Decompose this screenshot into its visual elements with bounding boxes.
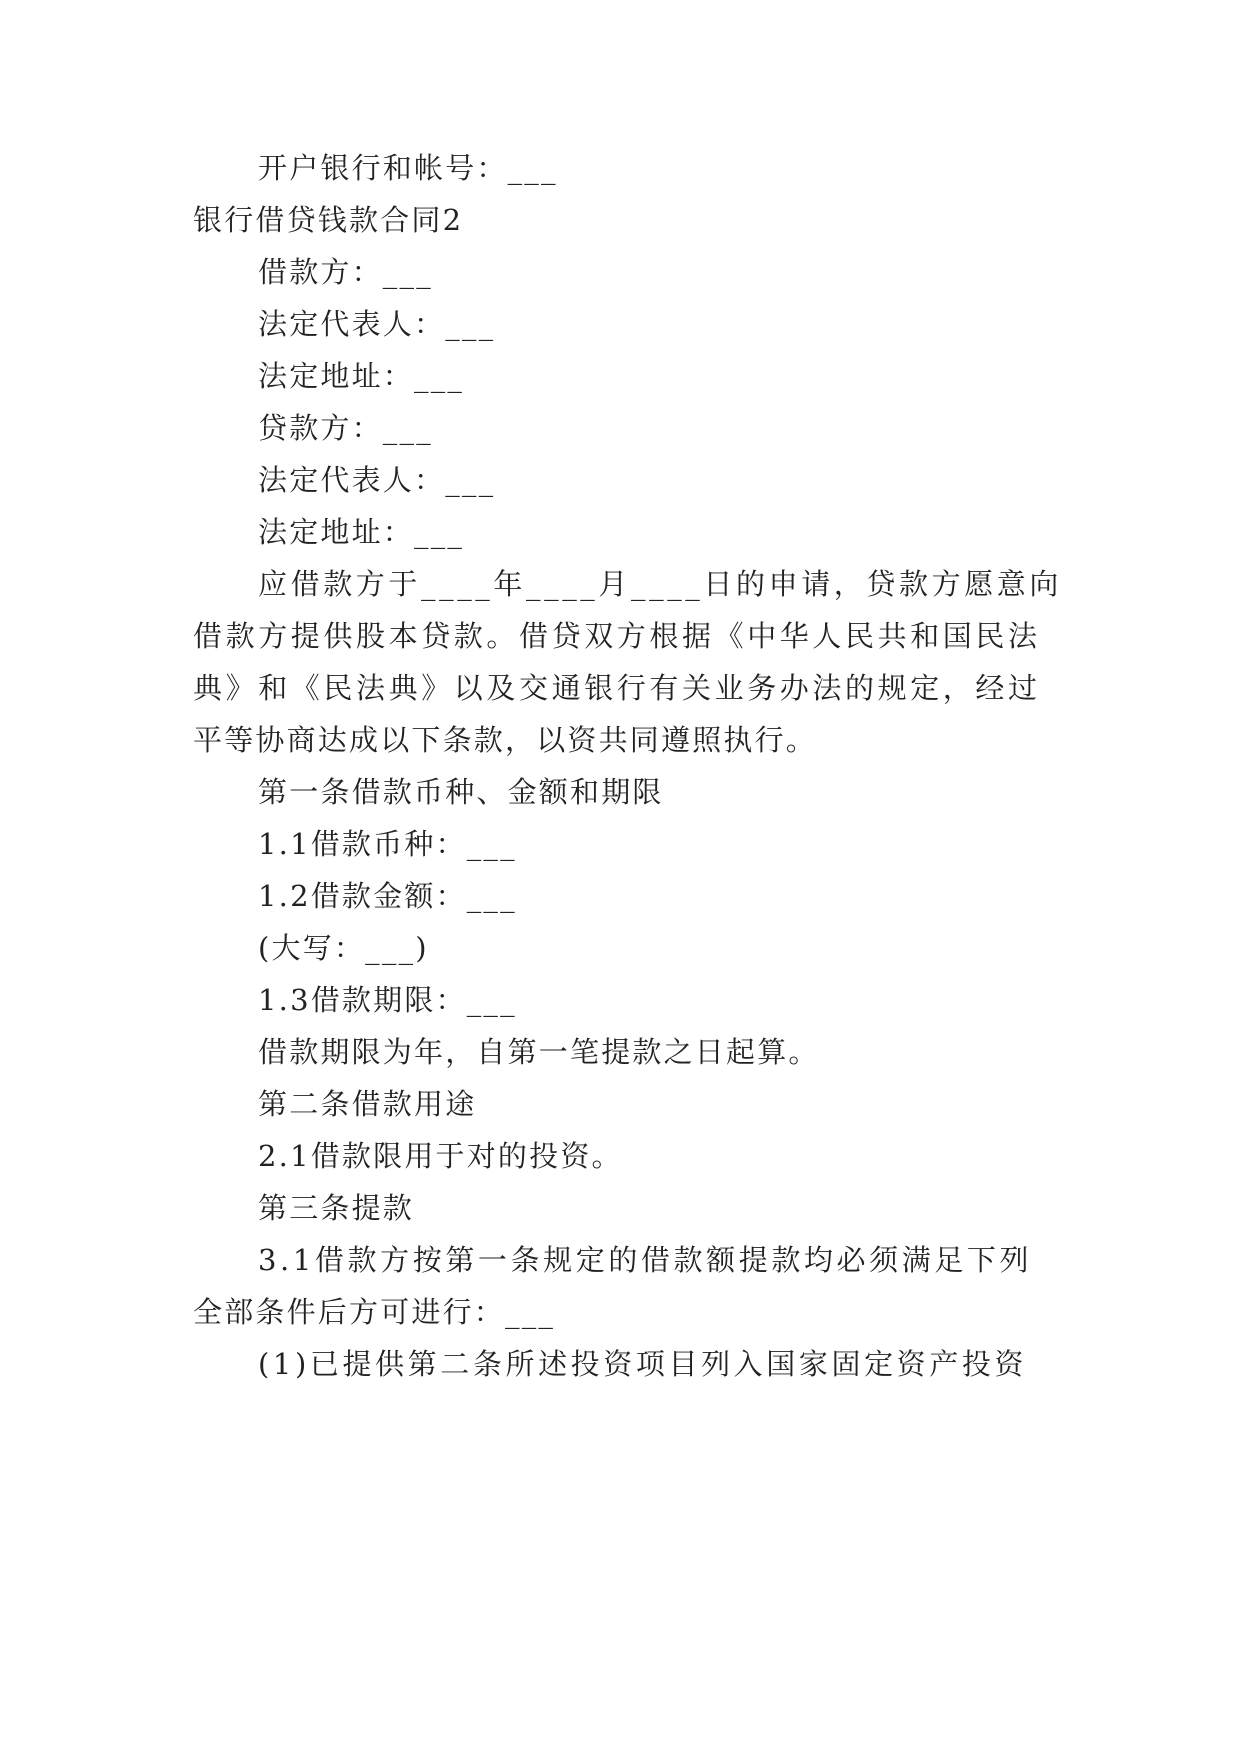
bank-account-line: 开户银行和帐号：___	[258, 151, 558, 185]
clause-1-1: 1.1借款币种：___	[258, 827, 517, 861]
preamble-line-2: 借款方提供股本贷款。借贷双方根据《中华人民共和国民法	[193, 619, 1041, 653]
preamble-line-1: 应借款方于____年____月____日的申请，贷款方愿意向	[258, 567, 1063, 601]
article-3-heading: 第三条提款	[258, 1191, 415, 1225]
clause-3-1-line-2: 全部条件后方可进行：___	[193, 1295, 556, 1329]
borrower-line: 借款方：___	[258, 255, 433, 289]
lender-line: 贷款方：___	[258, 411, 433, 445]
amount-in-words-line: (大写：___)	[258, 931, 429, 965]
clause-3-1-line-1: 3.1借款方按第一条规定的借款额提款均必须满足下列	[258, 1243, 1033, 1277]
clause-1-3: 1.3借款期限：___	[258, 983, 517, 1017]
contract-title: 银行借贷钱款合同2	[193, 203, 464, 237]
borrower-address-line: 法定地址：___	[258, 359, 465, 393]
lender-legal-rep-line: 法定代表人：___	[258, 463, 496, 497]
clause-1-2: 1.2借款金额：___	[258, 879, 517, 913]
lender-address-line: 法定地址：___	[258, 515, 465, 549]
preamble-line-3: 典》和《民法典》以及交通银行有关业务办法的规定，经过	[193, 671, 1041, 705]
article-2-heading: 第二条借款用途	[258, 1087, 477, 1121]
preamble-line-4: 平等协商达成以下条款，以资共同遵照执行。	[193, 723, 818, 757]
clause-2-1: 2.1借款限用于对的投资。	[258, 1139, 623, 1173]
article-1-heading: 第一条借款币种、金额和期限	[258, 775, 664, 809]
borrower-legal-rep-line: 法定代表人：___	[258, 307, 496, 341]
loan-term-line: 借款期限为年，自第一笔提款之日起算。	[258, 1035, 820, 1069]
condition-1-line: (1)已提供第二条所述投资项目列入国家固定资产投资	[258, 1347, 1028, 1381]
